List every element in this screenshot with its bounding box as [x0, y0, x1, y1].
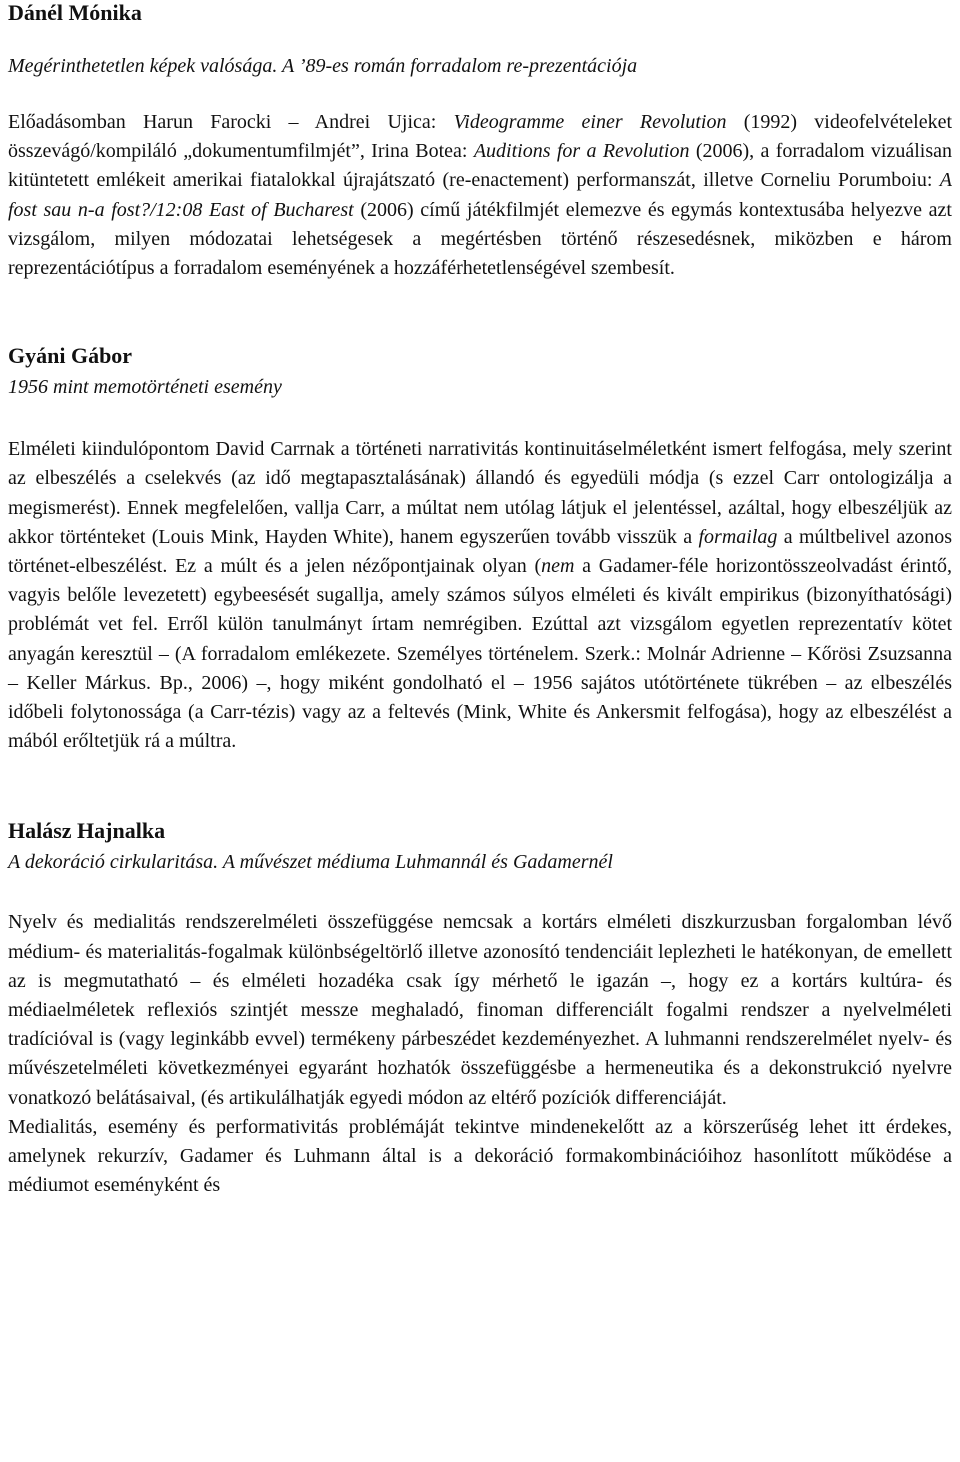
abstract-section-2: [8, 343, 952, 756]
text-run: (1992) videofelvételeket összevágó/kompiláló „dokumentumfilmjét”, Irina Botea:: [8, 111, 953, 163]
text-run: Elméleti kiindulópontom David Carrnak a történeti narrativitás kontinuitáselméletként ismert felfogása, mely szerint az elbeszélés a cselekvés (az idő megtapasztalásának) állandó és egyedüli módja (s ezzel Carr ontologizálja a megismerést). Ennek megfelelően, vallja Carr, a múltat nem utólag látjuk el jelentéssel, azáltal, hogy elbeszéljük az akkor történteket (Louis Mink, Hayden White), hanem egyszerűen tovább visszük a: [8, 438, 952, 548]
text-run: (2006), a forradalom vizuálisan kitüntetett emlékeit amerikai fiatalokkal újrajátszató (re-enactement) performanszát, illetve Corneliu Porumboiu:: [8, 140, 952, 192]
italic-text-run: A fost sau n-a fost?/12:08 East of Bucharest: [8, 169, 952, 221]
text-run: (2006) című játékfilmjét elemezve és egymás kontextusába helyezve azt vizsgálom, milyen módozatai lehetségesek a megértésben történő részesedésnek, miközben e három reprezentációtípus a forradalom eseményének a hozzáférhetetlenségével szembesít.: [8, 198, 952, 280]
italic-text-run: Auditions for a Revolution: [473, 140, 690, 163]
talk-title: 1956 mint memotörténeti esemény: [8, 376, 282, 399]
text-run: Medialitás, esemény és performativitás problémáját tekintve mindenekelőtt az a körszerűség lehet itt érdekes, amelynek rekurzív, Gadamer és Luhmann által is a dekoráció formakombinációihoz hasonlított működése a médiumot eseményként és: [8, 1115, 952, 1197]
abstract-paragraph: [8, 908, 952, 1112]
italic-text-run: nem: [541, 555, 575, 578]
author-name: Dánél Mónika: [8, 0, 142, 25]
abstract-paragraph: [8, 108, 952, 283]
talk-title: A dekoráció cirkularitása. A művészet médiuma Luhmannál és Gadamernél: [8, 851, 613, 874]
abstract-section-1: [8, 0, 952, 283]
abstract-paragraph: [8, 1113, 952, 1201]
italic-text-run: formailag: [698, 525, 778, 548]
talk-title: Megérinthetetlen képek valósága. A ’89-es román forradalom re-prezentációja: [8, 55, 638, 77]
author-name: Halász Hajnalka: [8, 818, 166, 844]
author-name: Gyáni Gábor: [8, 343, 133, 369]
text-run: a Gadamer-féle horizontösszeolvadást érintő, vagyis belőle levezetett) egybeesését sugallja, amely számos súlyos elméleti és kivált empirikus (bizonyíthatósági) problémát vet fel. Erről külön tanulmányt írtam nemrégiben. Ezúttal azt vizsgálom egyetlen reprezentatív kötet anyagán keresztül – (A forradalom emlékezete. Személyes történelem. Szerk.: Molnár Adrienne – Kőrösi Zsuzsanna – Keller Márkus. Bp., 2006) –, hogy miként gondolható el – 1956 sajátos utótörténete tükrében – az elbeszélés időbeli folytonossága (a Carr-tézis) vagy az a feltevés (Mink, White és Ankersmit felfogása), hogy az elbeszélést a mából erőltetjük rá a múltra.: [8, 555, 953, 753]
abstract-paragraph: [8, 435, 952, 756]
text-run: a múltbelivel azonos történet-elbeszélést. Ez a múlt és a jelen nézőpontjainak olyan (: [8, 525, 952, 578]
abstract-section-3: [8, 818, 952, 1200]
text-run: Nyelv és medialitás rendszerelméleti összefüggése nemcsak a kortárs elméleti diszkurzusban forgalomban lévő médium- és materialitás-fogalmak különbségeltörlő illetve azonosító tendenciáit leplezheti le hatékonyan, de emellett az is megmutatható – és elméleti hozadéka csak így mérhető le igazán –, hogy ez a kortárs kultúra- és médiaelméletek reflexiós szintjét messze meghaladó, finoman differenciált fogalmi rendszer a nyelvelméleti tradícióval is (vagy leginkább evvel) termékeny párbeszédet kezdeményezhet. A luhmanni rendszerelmélet nyelv- és művészetelméleti következményei egyaránt hozhatók összefüggésbe a hermeneutika és a dekonstrukció nyelvre vonatkozó belátásaival, (és artikulálhatják egyedi módon az eltérő pozíciók differenciáját.: [8, 911, 952, 1109]
text-run: Előadásomban Harun Farocki – Andrei Ujica:: [8, 111, 454, 133]
italic-text-run: Videogramme einer Revolution: [453, 111, 727, 133]
